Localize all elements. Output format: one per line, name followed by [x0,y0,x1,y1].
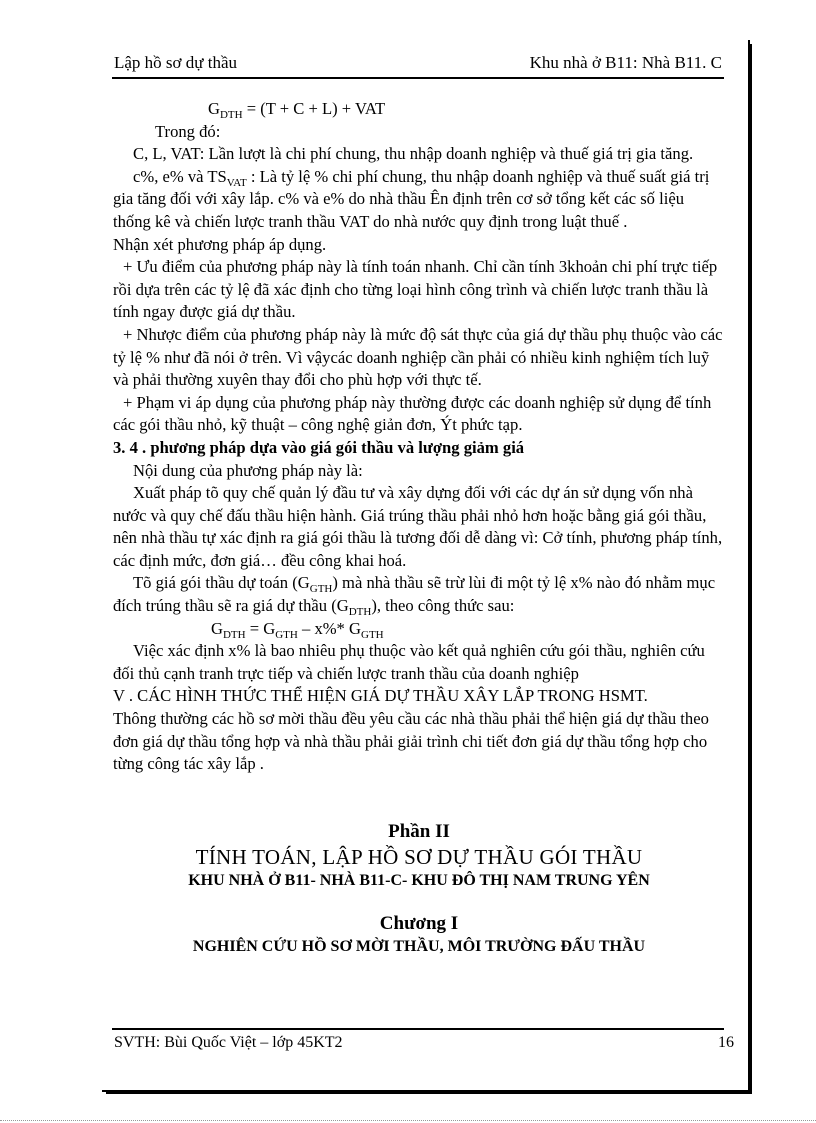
header-left: Lập hồ sơ dự thầu [114,53,238,72]
bottom-dotted-line [0,1120,816,1121]
section-heading-v: V . CÁC HÌNH THỨC THỂ HIỆN GIÁ DỰ THẦU XÂY LẮP TRONG HSMT. [113,686,648,706]
header-rule [112,77,724,79]
part-title: TÍNH TOÁN, LẬP HỒ SƠ DỰ THẦU GÓI THẦU [195,844,643,869]
paragraph-uu-diem: + Ưu điểm của phương pháp này là tính toán nhanh. Chỉ cần tính 3khoản chi phí trực tiếp rồi dựa trên các tỷ lệ đã xác định cho từng loại hình công trình và chiến lược tranh thầu là tính ngay được giá dự thầu. [113,257,718,322]
section-heading-3-4: 3. 4 . phương pháp dựa vào giá gói thầu và lượng giảm giá [113,437,525,457]
part-subtitle: KHU NHÀ Ở B11- NHÀ B11-C- KHU ĐÔ THỊ NAM TRUNG YÊN [188,871,650,889]
paragraph-noi-dung: Nội dung của phương pháp này là: [133,460,363,480]
page-number: 16 [718,1034,734,1051]
part-heading: Phần II [388,820,450,842]
paragraph-xuat-phap: Xuất pháp tõ quy chế quản lý đầu tư và xây dựng đối với các dự án sử dụng vốn nhà nước và quy chế đấu thầu hiện hành. Giá trúng thầu phải nhỏ hơn hoặc bằng giá gói thầu, nên nhà thầu tự xác định ra giá gói thầu là tương đối dễ dàng vì: Cở tính, phương pháp tính, các định mức, đơn giá… đều công khai hoá. [113,483,723,570]
header-right: Khu nhà ở B11: Nhà B11. C [529,53,722,72]
paragraph-nhuoc-diem: + Nhược điểm của phương pháp này là mức độ sát thực của giá dự thầu phụ thuộc vào các tỷ lệ % như đã nói ở trên. Vì vậycác doanh nghiệp cần phải có nhiều kinh nghiệm tích luỹ và phải thường xuyên thay đổi cho phù hợp với thực tế. [113,324,723,390]
paragraph-viec-xac-dinh: Việc xác định x% là bao nhiêu phụ thuộc vào kết quả nghiên cứu gói thầu, nghiên cứu đối thủ cạnh tranh trực tiếp và chiến lược tranh thầu của doanh nghiệp [113,641,705,683]
footer-author: SVTH: Bùi Quốc Việt – lớp 45KT2 [114,1034,343,1051]
chapter-title: NGHIÊN CỨU HỒ SƠ MỜI THẦU, MÔI TRƯỜNG ĐẤU THẦU [192,937,646,955]
paragraph-tu-gia: Tõ giá gói thầu dự toán $(G_{GTH})$ mà nhà thầu sẽ trừ lùi đi một tỷ lệ x% nào đó nhằm mục đích trúng thầu sẽ ra giá dự thầu $(G_{DTH})$, theo công thức sau: [113,573,716,619]
paragraph-trong-do: Trong đó: [155,121,221,141]
paragraph-thong-thuong: Thông thường các hồ sơ mời thầu đều yêu cầu các nhà thầu phải thể hiện giá dự thầu theo đơn giá dự thầu tổng hợp và nhà thầu phải giải trình chi tiết đơn giá dự thầu tổng hợp cho từng công tác xây lắp . [113,709,709,774]
formula-gdth-gth: $G_{DTH} = G_{GTH} - x\%*$ $G_{GTH}$ [211,618,384,641]
page-border-shadow-bottom [106,1091,752,1094]
page-border-shadow-right [749,44,752,1093]
chapter-heading: Chương I [379,912,459,934]
paragraph-pham-vi: + Phạm vi áp dụng của phương pháp này thường được các doanh nghiệp sử dụng để tính các gói thầu nhỏ, kỹ thuật – công nghệ giản đơn, Ýt phức tạp. [113,392,712,435]
paragraph-c-l-vat: C, L, VAT: Lần lượt là chi phí chung, thu nhập doanh nghiệp và thuế giá trị gia tăng. [133,144,694,164]
page-header [114,53,722,77]
footer-rule [112,1028,724,1030]
document-body [113,98,725,958]
formula-gdth: $G_{DTH} = (T + C + L)$ + VAT [208,99,386,121]
paragraph-ts-vat: c%, e% và $TS_{VAT}$ : Là tỷ lệ % chi phí chung, thu nhập doanh nghiệp và thuế suất giá trị gia tăng đối với xây lắp. c% và e% do nhà thầu Ên định trên cơ sở tổng kết các số liệu thống kê và chiến lược tranh thầu VAT do nhà nước quy định trong luật thuế . [113,166,710,231]
paragraph-nhan-xet: Nhận xét phương pháp áp dụng. [113,234,327,254]
